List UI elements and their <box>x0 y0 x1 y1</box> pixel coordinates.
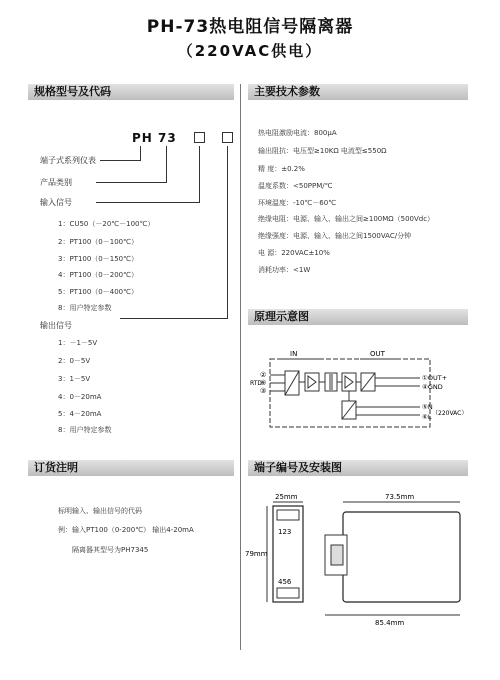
input-option: 4：PT100（0－200℃） <box>58 271 138 279</box>
out-label: OUT <box>370 350 385 358</box>
connector-line <box>140 146 141 160</box>
input-option: 8：用户特定参数 <box>58 304 112 312</box>
param-line: 热电阻激励电流：800μA <box>258 129 337 137</box>
param-line: 绝缘强度：电源、输入、输出之间1500VAC/分钟 <box>258 232 412 240</box>
input-label: 输入信号 <box>40 198 72 207</box>
series-label: 端子式系列仪表 <box>40 156 96 165</box>
output-option: 1：－1－5V <box>58 339 98 347</box>
rtd-label: RTD <box>250 380 263 387</box>
input-option: 1：CU50（－20℃－100℃） <box>58 220 155 228</box>
output-option: 5：4－20mA <box>58 410 102 418</box>
rtd-terminal: ③ <box>260 387 267 395</box>
param-line: 精 度：±0.2% <box>258 165 305 173</box>
param-line: 输出阻抗：电压型≥10KΩ 电流型≤550Ω <box>258 147 387 155</box>
n-terminal: ⑤N <box>422 403 433 411</box>
param-line: 消耗功率：<1W <box>258 266 311 274</box>
connector-line <box>120 318 228 319</box>
category-label: 产品类别 <box>40 178 72 187</box>
output-option: 8：用户特定参数 <box>58 426 112 434</box>
param-line: 环境温度：-10℃－60℃ <box>258 199 337 207</box>
output-option: 4：0－20mA <box>58 393 102 401</box>
isolation-transformer <box>325 373 337 391</box>
out-plus-terminal: ①OUT+ <box>422 374 448 382</box>
input-option: 5：PT100（0－400℃） <box>58 288 138 296</box>
rtd-terminal: ② <box>260 371 267 379</box>
page-subtitle: （220VAC供电） <box>177 42 323 60</box>
rtd-terminal: ⑨ <box>260 379 267 387</box>
connector-line <box>166 146 167 182</box>
connector-line <box>199 146 200 202</box>
connector-line <box>96 202 200 203</box>
code-box-input <box>194 132 205 143</box>
order-line: 标明输入、输出信号的代码 <box>58 507 142 515</box>
connector-line <box>227 146 228 318</box>
order-line: 例：输入PT100（0-200℃） 输出4-20mA <box>58 526 194 534</box>
param-line: 绝缘电阻：电源、输入、输出之间≥100MΩ（500Vdc） <box>258 215 435 223</box>
connector-line <box>96 182 167 183</box>
input-option: 3：PT100（0－150℃） <box>58 255 138 263</box>
section-header-principle: 原理示意图 <box>248 309 468 325</box>
section-header-terminal: 端子编号及安装图 <box>248 460 468 476</box>
side-view <box>343 512 460 602</box>
dim-length: 73.5mm <box>385 493 415 501</box>
bottom-terminals: 456 <box>278 578 292 586</box>
power-label: （220VAC） <box>432 410 468 417</box>
gnd-terminal: ④GND <box>422 383 443 391</box>
dim-width: 25mm <box>275 493 298 501</box>
amplifier-block <box>305 373 319 391</box>
installation-drawing <box>245 490 475 630</box>
principle-diagram <box>250 345 475 450</box>
param-line: 温度系数：<50PPM/℃ <box>258 182 333 190</box>
connector-line <box>100 160 141 161</box>
output-option: 2：0－5V <box>58 357 91 365</box>
order-line: 隔离器其型号为PH7345 <box>72 546 149 554</box>
section-header-params: 主要技术参数 <box>248 84 468 100</box>
top-terminals: 123 <box>278 528 292 536</box>
input-option: 2：PT100（0－100℃） <box>58 238 138 246</box>
output-option: 3：1－5V <box>58 375 91 383</box>
demodulator-block <box>342 373 356 391</box>
l-terminal: ⑥L <box>422 413 432 421</box>
page-title: PH-73热电阻信号隔离器 <box>146 17 354 37</box>
column-divider <box>240 84 241 650</box>
section-header-order: 订货注明 <box>28 460 234 476</box>
model-code: PH 73 <box>132 131 177 145</box>
code-box-output <box>222 132 233 143</box>
dim-height: 79mm <box>245 550 268 558</box>
output-label: 输出信号 <box>40 321 72 330</box>
dim-total: 85.4mm <box>375 619 405 627</box>
section-header-spec: 规格型号及代码 <box>28 84 234 100</box>
param-line: 电 源：220VAC±10% <box>258 249 330 257</box>
in-label: IN <box>290 350 298 358</box>
